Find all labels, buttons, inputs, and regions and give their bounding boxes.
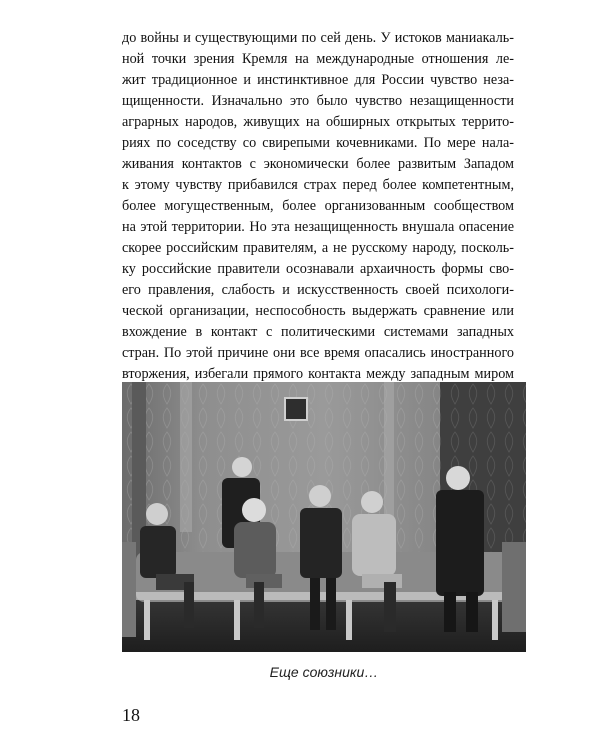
sofa-leg <box>346 600 352 640</box>
text-line: к этому чувству прибавился страх перед более компетентным, <box>122 177 514 193</box>
page-number: 18 <box>122 705 140 725</box>
text-line: вторжения, избегали прямого контакта между западным миром <box>122 366 514 382</box>
armchair <box>502 542 526 632</box>
text-line: риях по соседству со свирепыми кочевниками. По мере нала- <box>122 135 514 151</box>
text-line: ку российские правители осознавали архаичность формы сво- <box>122 261 514 277</box>
text-line: его правления, слабость и искусственность своей психологи- <box>122 282 514 298</box>
historical-photo <box>122 382 526 652</box>
sofa-leg <box>234 600 240 640</box>
sofa-leg <box>144 600 150 640</box>
text-line: вхождение в контакт с политическими системами западных <box>122 324 514 340</box>
text-line: щищенности. Изначально это было чувство незащищенности <box>122 93 514 109</box>
text-line: более могущественным, более организованным сообществом <box>122 198 514 214</box>
text-line: на этой территории. Но эта незащищенность внушала опасение <box>122 219 514 235</box>
text-line: аграрных народов, живущих на обширных открытых террито- <box>122 114 514 130</box>
text-line: жит традиционное и инстинктивное для России чувство неза- <box>122 72 514 88</box>
text-line: скорее российским правителям, а не русскому народу, посколь- <box>122 240 514 256</box>
sofa-leg <box>492 600 498 640</box>
text-line: ной точки зрения Кремля на международные отношения ле- <box>122 51 514 67</box>
pilaster <box>180 382 192 532</box>
armchair <box>122 542 136 637</box>
framed-picture <box>285 398 307 420</box>
pilaster <box>384 382 394 532</box>
photo-caption: Еще союзники… <box>269 664 379 680</box>
body-text <box>122 28 514 385</box>
text-line: живания контактов с экономически более развитым Западом <box>122 156 514 172</box>
text-line: до войны и существующими по сей день. У истоков маниакаль- <box>122 30 514 46</box>
text-line: стран. По этой причине они все время опасались иностранного <box>122 345 514 361</box>
text-line: ческой организации, неспособность выдержать сравнение или <box>122 303 514 319</box>
photo-illustration <box>122 382 526 652</box>
